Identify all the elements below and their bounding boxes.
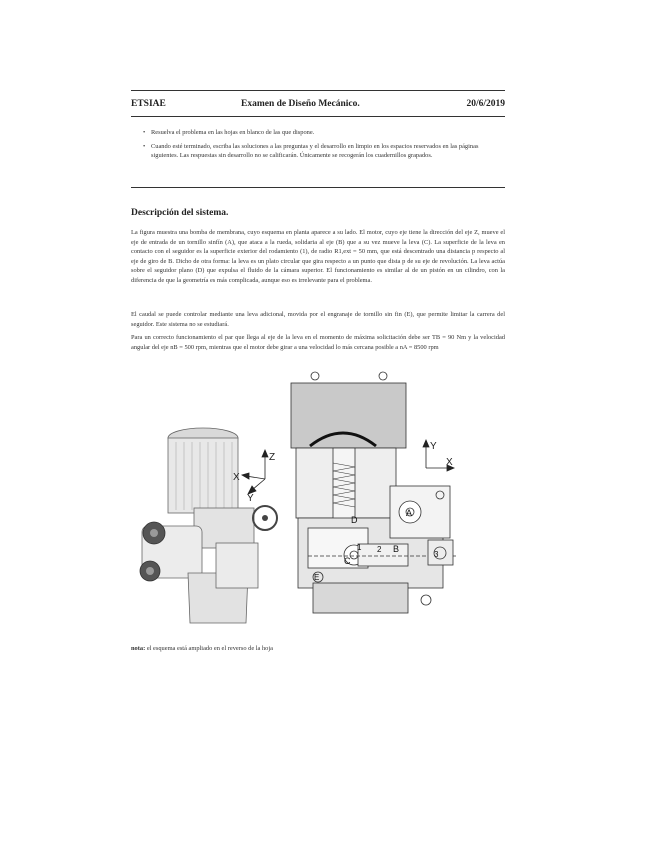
- left-axis-y-label: Y: [247, 493, 254, 504]
- instruction-item: • Cuando esté terminado, escriba las soluciones a las preguntas y el desarrollo en limpio en los espacios reservados en las páginas siguientes. Las respuestas sin desarrollo no se calificarán. Únicamente se recogerán los cuadernillos grapados.: [131, 142, 505, 160]
- header-date: 20/6/2019: [466, 99, 505, 109]
- paragraph-requirements: Para un correcto funcionamiento el par que llega al eje de la leva en el momento de máxima solicitación debe ser TB = 90 Nm y la velocidad angular del eje nB = 500 rpm, mientras que el motor debe girar a una velocidad lo más cercana posible a nA = 8500 rpm: [131, 334, 505, 351]
- instruction-item: • Resuelva el problema en las hojas en blanco de las que dispone.: [131, 128, 505, 137]
- label-c: C: [344, 556, 351, 566]
- section-title: Descripción del sistema.: [131, 208, 229, 218]
- header-exam-title: Examen de Diseño Mecánico.: [241, 99, 360, 109]
- paragraph-description: La figura muestra una bomba de membrana, cuyo esquema en planta aparece a su lado. El motor, cuyo eje tiene la dirección del eje Z, mueve el eje de entrada de un tornillo sinfín (A), que ataca a la rueda, solidaria al eje (B) que a su vez mueve la leva (C). La superficie de la leva en contacto con el seguidor es la superficie exterior del rodamiento (1), de radio R1,ext = 50 mm, que está descentrado una distancia p respecto al eje de giro de B. Dicho de otra forma: la leva es un plato circular que gira respecto a un punto que dista p de su eje de revolución. La leva actúa sobre el seguidor plano (D) que expulsa el fluido de la cámara superior. El funcionamiento es similar al de un pistón en un cilindro, con la diferencia de que la geometría es más complicada, aunque eso es irrelevante para el problema.: [131, 229, 505, 284]
- figure-note: [131, 645, 273, 652]
- left-axis-z-label: Z: [269, 452, 276, 463]
- left-axes: [242, 450, 268, 494]
- right-axis-y-label: Y: [430, 441, 437, 452]
- header-school: ETSIAE: [131, 99, 166, 109]
- label-e: E: [314, 573, 320, 582]
- right-axis-x-label: X: [446, 457, 453, 468]
- label-1: 1: [357, 543, 362, 552]
- label-d: D: [351, 515, 358, 525]
- label-b: B: [393, 544, 400, 554]
- note-text: el esquema está ampliado en el reverso de la hoja: [146, 645, 273, 652]
- label-3: 3: [434, 550, 439, 559]
- pump-figure: [128, 368, 474, 636]
- header-bottom-rule: [131, 116, 505, 117]
- note-label: nota:: [131, 645, 146, 652]
- instructions-list: [131, 128, 505, 165]
- left-axis-x-label: X: [233, 472, 240, 483]
- label-2: 2: [377, 545, 382, 554]
- pump-photo: [140, 428, 277, 623]
- instructions-bottom-rule: [131, 187, 505, 188]
- pump-illustration: [128, 368, 474, 636]
- header-top-rule: [131, 90, 505, 91]
- label-a: A: [406, 508, 413, 518]
- paragraph-flow-control: El caudal se puede controlar mediante una leva adicional, movida por el engranaje de tornillo sin fin (E), que permite limitar la carrera del seguidor. Este sistema no se estudiará.: [131, 311, 505, 328]
